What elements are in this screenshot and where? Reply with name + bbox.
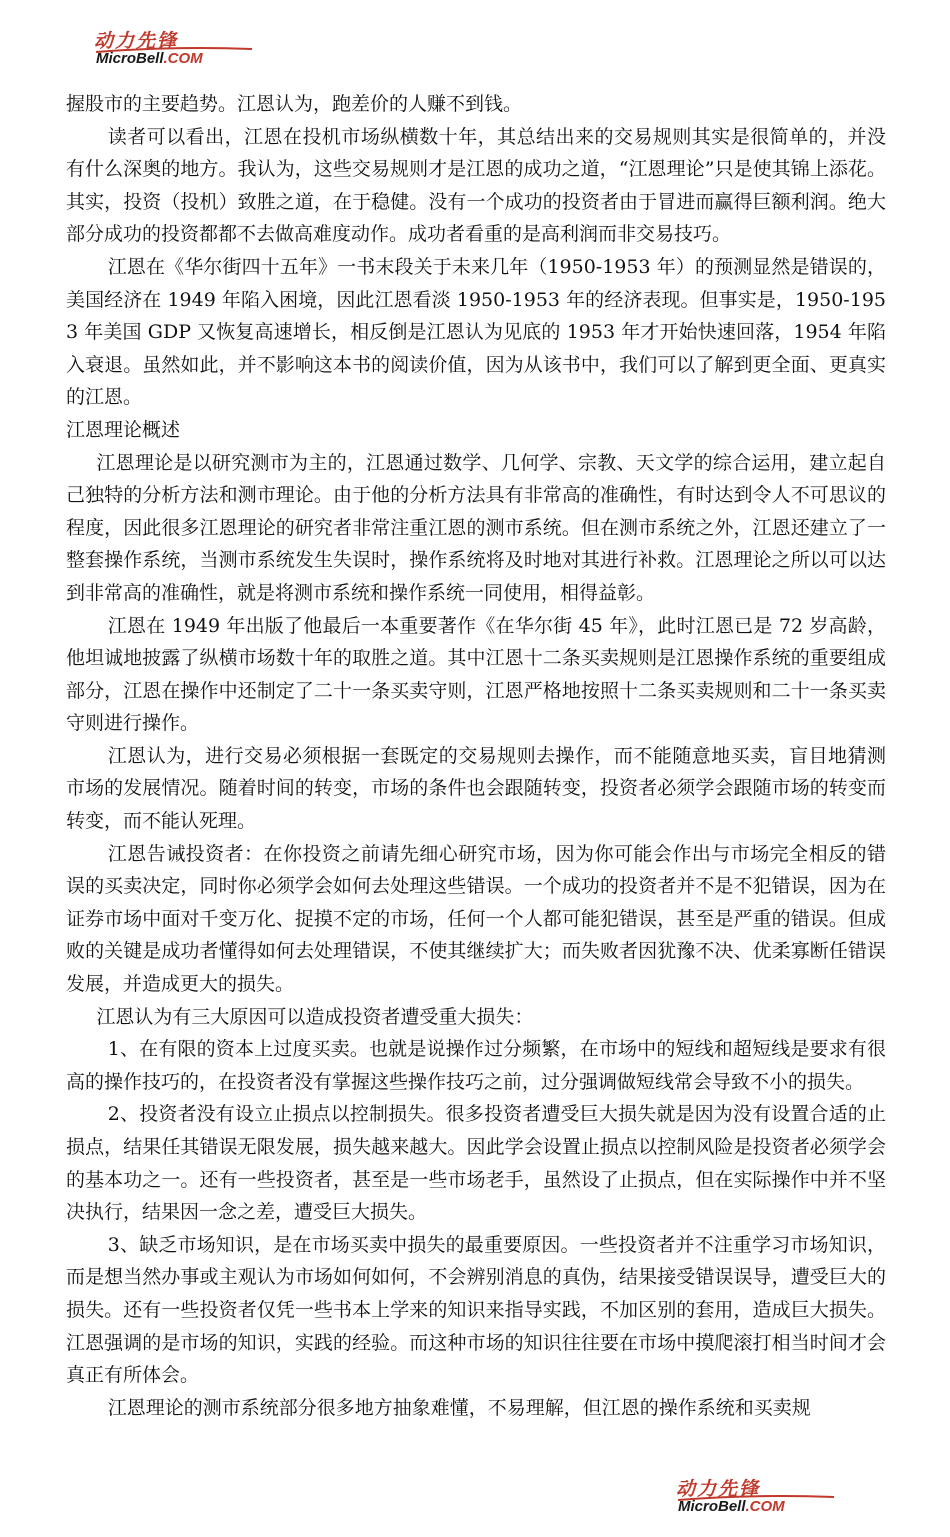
paragraph-2: 读者可以看出，江恩在投机市场纵横数十年，其总结出来的交易规则其实是很简单的，并没有什么深奥的地方。我认为，这些交易规则才是江恩的成功之道，“江恩理论”只是使其锦上添花。其实，投资（投机）致胜之道，在于稳健。没有一个成功的投资者由于冒进而赢得巨额利润。绝大部分成功的投资都都不去做高难度动作。成功者看重的是高利润而非交易技巧。 [66,125,886,246]
logo-english-prefix: MicroBell [678,1498,746,1515]
footer-logo [676,1474,836,1518]
logo-english-suffix: .COM [745,1498,785,1515]
paragraph-6: 江恩认为，进行交易必须根据一套既定的交易规则去操作，而不能随意地买卖，盲目地猜测市场的发展情况。随着时间的转变，市场的条件也会跟随转变，投资者必须学会跟随市场的转变而转变，而不能认死理。 [66,744,886,833]
paragraph-9: 江恩理论的测市系统部分很多地方抽象难懂，不易理解，但江恩的操作系统和买卖规 [107,1396,811,1419]
list-item-3: 3、缺乏市场知识，是在市场买卖中损失的最重要原因。一些投资者并不注重学习市场知识，而是想当然办事或主观认为市场如何如何，不会辨别消息的真伪，结果接受错误误导，遭受巨大的损失。还有一些投资者仅凭一些书本上学来的知识来指导实践，不加区别的套用，造成巨大损失。江恩强调的是市场的知识，实践的经验。而这种市场的知识往往要在市场中摸爬滚打相当时间才会真正有所体会。 [66,1233,886,1387]
list-item-1: 1、在有限的资本上过度买卖。也就是说操作过分频繁，在市场中的短线和超短线是要求有很高的操作技巧的，在投资者没有掌握这些操作技巧之前，过分强调做短线常会导致不小的损失。 [66,1038,886,1093]
paragraph-3: 江恩在《华尔街四十五年》一书末段关于未来几年（1950-1953 年）的预测显然是错误的，美国经济在 1949 年陷入困境，因此江恩看淡 1950-1953 年的经济表现。但事实是，1950-1953 年美国 GDP 又恢复高速增长，相反倒是江恩认为见底的 1953 年才开始快速回落，1954 年陷入衰退。虽然如此，并不影响这本书的阅读价值，因为从该书中，我们可以了解到更全面、更真实的江恩。 [66,255,886,409]
document-body [66,88,886,1424]
section-heading: 江恩理论概述 [66,418,181,441]
paragraph-7: 江恩告诫投资者：在你投资之前请先细心研究市场，因为你可能会作出与市场完全相反的错误的买卖决定，同时你必须学会如何去处理这些错误。一个成功的投资者并不是不犯错误，因为在证券市场中面对千变万化、捉摸不定的市场，任何一个人都可能犯错误，甚至是严重的错误。但成败的关键是成功者懂得如何去处理错误，不使其继续扩大；而失败者因犹豫不决、优柔寡断任错误发展，并造成更大的损失。 [66,842,886,996]
paragraph-8: 江恩认为有三大原因可以造成投资者遭受重大损失： [96,1005,534,1028]
logo-chinese-text: 动力先锋 [94,30,179,52]
paragraph-1: 握股市的主要趋势。江恩认为，跑差价的人赚不到钱。 [66,93,523,115]
logo-english-text [96,50,203,67]
logo-english-prefix: MicroBell [96,50,164,67]
paragraph-4: 江恩理论是以研究测市为主的，江恩通过数学、几何学、宗教、天文学的综合运用，建立起自己独特的分析方法和测市理论。由于他的分析方法具有非常高的准确性，有时达到令人不可思议的程度，因此很多江恩理论的研究者非常注重江恩的测市系统。但在测市系统之外，江恩还建立了一整套操作系统，当测市系统发生失误时，操作系统将及时地对其进行补救。江恩理论之所以可以达到非常高的准确性，就是将测市系统和操作系统一同使用，相得益彰。 [66,451,886,604]
logo-chinese-text: 动力先锋 [676,1478,761,1500]
paragraph-5: 江恩在 1949 年出版了他最后一本重要著作《在华尔街 45 年》，此时江恩已是 72 岁高龄，他坦诚地披露了纵横市场数十年的取胜之道。其中江恩十二条买卖规则是江恩操作系统的重要组成部分，江恩在操作中还制定了二十一条买卖守则，江恩严格地按照十二条买卖规则和二十一条买卖守则进行操作。 [66,614,886,735]
header-logo [94,26,254,70]
logo-english-suffix: .COM [163,50,203,67]
logo-english-text [678,1498,785,1515]
list-item-2: 2、投资者没有设立止损点以控制损失。很多投资者遭受巨大损失就是因为没有设置合适的止损点，结果任其错误无限发展，损失越来越大。因此学会设置止损点以控制风险是投资者必须学会的基本功之一。还有一些投资者，甚至是一些市场老手，虽然设了止损点，但在实际操作中并不坚决执行，结果因一念之差，遭受巨大损失。 [66,1103,886,1224]
